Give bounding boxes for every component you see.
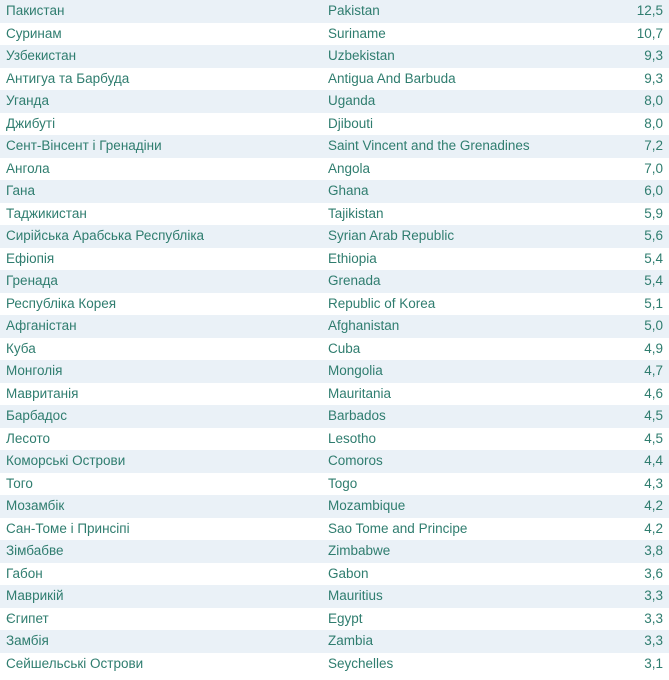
country-value: 4,7: [644, 363, 663, 378]
table-row: [0, 518, 669, 541]
country-value: 4,2: [644, 520, 663, 536]
table-row: [0, 293, 669, 316]
table-row: [0, 405, 669, 428]
country-name-uk: Таджикистан: [6, 205, 87, 221]
table-row: [0, 630, 669, 653]
table-row: [0, 473, 669, 496]
table-row: [0, 450, 669, 473]
table-row: [0, 383, 669, 406]
table-row: [0, 68, 669, 91]
country-name-uk: Маврикій: [6, 588, 64, 603]
country-name-en: Ethiopia: [328, 250, 377, 266]
table-row: [0, 135, 669, 158]
country-name-uk: Ангола: [6, 160, 50, 176]
table-row: [0, 495, 669, 518]
country-value: 4,4: [644, 453, 663, 468]
country-name-uk: Мозамбік: [6, 498, 65, 513]
country-value: 12,5: [636, 3, 663, 18]
table-row: [0, 653, 669, 676]
table-row: [0, 428, 669, 451]
table-row: [0, 225, 669, 248]
country-value: 10,7: [636, 25, 663, 41]
table-row: [0, 248, 669, 271]
country-name-en: Seychelles: [328, 655, 394, 671]
table-row: [0, 315, 669, 338]
country-name-en: Uganda: [328, 93, 376, 108]
table-row: [0, 360, 669, 383]
country-name-en: Mozambique: [328, 498, 406, 513]
country-value: 5,4: [644, 273, 663, 288]
country-name-en: Mauritius: [328, 588, 383, 603]
country-value: 3,8: [644, 543, 663, 558]
country-value: 3,6: [644, 565, 663, 581]
country-name-uk: Афганістан: [6, 318, 77, 333]
country-value: 7,0: [644, 160, 663, 176]
country-name-en: Comoros: [328, 453, 383, 468]
country-value: 4,5: [644, 408, 663, 423]
country-name-en: Republic of Korea: [328, 295, 436, 311]
country-name-uk: Сейшельські Острови: [6, 655, 144, 671]
country-value: 5,0: [644, 318, 663, 333]
country-value: 4,3: [644, 475, 663, 491]
country-name-uk: Гана: [6, 183, 36, 198]
country-value: 3,3: [644, 588, 663, 603]
country-name-uk: Мавританія: [6, 385, 79, 401]
country-name-en: Tajikistan: [328, 205, 384, 221]
country-name-uk: Сент-Вінсент і Гренадіни: [6, 138, 162, 153]
country-value: 5,6: [644, 228, 663, 243]
country-value: 4,6: [644, 385, 663, 401]
country-value: 3,1: [644, 655, 663, 671]
country-value: 4,2: [644, 498, 663, 513]
country-name-en: Syrian Arab Republic: [328, 228, 455, 243]
country-value: 3,3: [644, 633, 663, 648]
country-name-uk: Антигуа та Барбуда: [6, 70, 130, 86]
country-name-uk: Єгипет: [6, 610, 49, 626]
country-value: 8,0: [644, 93, 663, 108]
country-value: 9,3: [644, 48, 663, 63]
country-value: 5,4: [644, 250, 663, 266]
country-name-en: Sao Tome and Principe: [328, 520, 468, 536]
country-name-uk: Сирійська Арабська Республіка: [6, 228, 205, 243]
country-name-uk: Джибуті: [6, 115, 56, 131]
table-row: [0, 585, 669, 608]
country-name-en: Zambia: [328, 633, 374, 648]
table-row: [0, 180, 669, 203]
table-row: [0, 608, 669, 631]
country-name-en: Zimbabwe: [328, 543, 391, 558]
country-name-uk: Уганда: [6, 93, 49, 108]
country-name-uk: Ефіопія: [6, 250, 55, 266]
country-value: 5,9: [644, 205, 663, 221]
country-name-uk: Гренада: [6, 273, 58, 288]
country-value: 8,0: [644, 115, 663, 131]
table-row: [0, 158, 669, 181]
country-value: 6,0: [644, 183, 663, 198]
country-name-en: Saint Vincent and the Grenadines: [328, 138, 530, 153]
country-name-uk: Того: [6, 475, 33, 491]
country-name-uk: Замбія: [6, 633, 49, 648]
country-name-uk: Узбекистан: [6, 48, 77, 63]
country-name-en: Mongolia: [328, 363, 383, 378]
country-name-en: Egypt: [328, 610, 363, 626]
country-name-en: Angola: [328, 160, 371, 176]
country-name-en: Afghanistan: [328, 318, 400, 333]
table-row: [0, 23, 669, 46]
country-name-uk: Монголія: [6, 363, 63, 378]
country-name-en: Barbados: [328, 408, 386, 423]
country-name-en: Mauritania: [328, 385, 392, 401]
country-value: 7,2: [644, 138, 663, 153]
table-row: [0, 540, 669, 563]
table-row: [0, 563, 669, 586]
country-name-uk: Зімбабве: [6, 543, 64, 558]
country-name-en: Cuba: [328, 340, 361, 356]
country-value: 4,9: [644, 340, 663, 356]
country-name-en: Togo: [328, 475, 358, 491]
table-row: [0, 338, 669, 361]
table-row: [0, 203, 669, 226]
country-name-uk: Республіка Корея: [6, 295, 117, 311]
country-name-uk: Коморські Острови: [6, 453, 126, 468]
country-value: 9,3: [644, 70, 663, 86]
country-name-en: Ghana: [328, 183, 369, 198]
country-value: 5,1: [644, 295, 663, 311]
country-value: 4,5: [644, 430, 663, 446]
country-value: 3,3: [644, 610, 663, 626]
country-name-uk: Габон: [6, 565, 43, 581]
country-name-en: Grenada: [328, 273, 381, 288]
country-name-en: Djibouti: [328, 115, 374, 131]
country-name-en: Uzbekistan: [328, 48, 395, 63]
country-name-en: Suriname: [328, 25, 386, 41]
country-name-uk: Куба: [6, 340, 36, 356]
country-name-en: Antigua And Barbuda: [328, 70, 456, 86]
table-row: [0, 45, 669, 68]
country-name-uk: Суринам: [6, 25, 62, 41]
country-name-uk: Барбадос: [6, 408, 67, 423]
table-row: [0, 113, 669, 136]
country-name-en: Lesotho: [328, 430, 377, 446]
country-name-uk: Лесото: [6, 430, 51, 446]
country-name-en: Pakistan: [328, 3, 380, 18]
country-name-uk: Сан-Томе і Принсіпі: [6, 520, 130, 536]
table-row: [0, 90, 669, 113]
table-row: [0, 0, 669, 23]
country-name-uk: Пакистан: [6, 3, 65, 18]
table-row: [0, 270, 669, 293]
country-name-en: Gabon: [328, 565, 369, 581]
